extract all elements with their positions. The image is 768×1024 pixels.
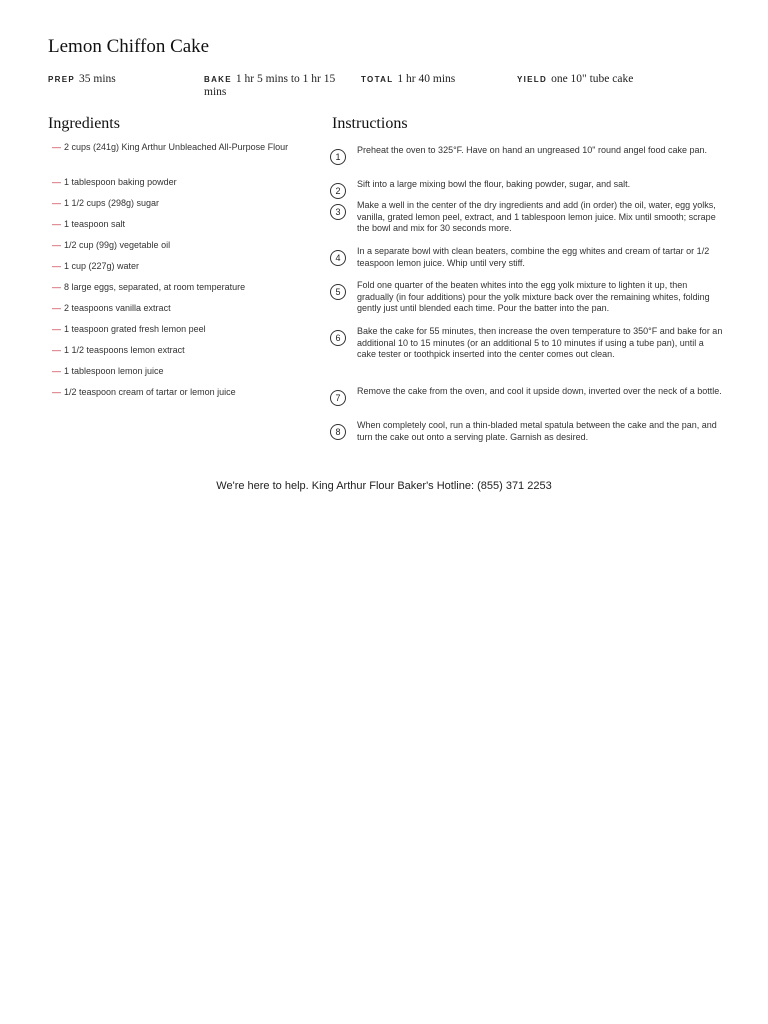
instructions-heading: Instructions [332, 115, 408, 132]
ingredient-text: 1 teaspoon grated fresh lemon peel [64, 324, 206, 334]
step-text: When completely cool, run a thin-bladed metal spatula between the cake and the pan, and turn the cake out onto a serving plate. Garnish as desired. [357, 420, 717, 442]
total-value: 1 hr 40 mins [397, 73, 456, 85]
ingredient-bullet: — [52, 345, 61, 355]
ingredient-item [52, 324, 302, 335]
ingredient-bullet: — [52, 324, 61, 334]
ingredient-item [52, 198, 302, 209]
prep-label: PREP [48, 75, 75, 84]
total-label: TOTAL [361, 75, 394, 84]
step-text: Make a well in the center of the dry ingredients and add (in order) the oil, water, egg yolks, vanilla, grated lemon peel, extract, and 1 tablespoon lemon juice. Mix until smooth; scrape the bowl and mix for 30 seconds more. [357, 200, 716, 233]
step-number-badge: 3 [330, 204, 346, 220]
bake-label: BAKE [204, 75, 232, 84]
yield-label: YIELD [517, 75, 548, 84]
step-text: Sift into a large mixing bowl the flour, baking powder, sugar, and salt. [357, 179, 631, 189]
ingredient-text: 1 1/2 teaspoons lemon extract [64, 345, 185, 355]
ingredient-bullet: — [52, 198, 61, 208]
prep-value: 35 mins [79, 73, 116, 85]
step-number-badge: 7 [330, 390, 346, 406]
ingredient-item [52, 366, 302, 377]
ingredient-text: 1/2 teaspoon cream of tartar or lemon juice [64, 387, 236, 397]
prep-time [48, 73, 116, 86]
yield-value: one 10" tube cake [551, 73, 634, 85]
step-number-badge: 1 [330, 149, 346, 165]
ingredient-bullet: — [52, 142, 61, 152]
ingredient-text: 1 cup (227g) water [64, 261, 140, 271]
step-number-badge: 8 [330, 424, 346, 440]
ingredient-text: 1 tablespoon lemon juice [64, 366, 164, 376]
ingredient-text: 2 cups (241g) King Arthur Unbleached All-Purpose Flour [64, 142, 289, 152]
ingredient-bullet: — [52, 240, 61, 250]
ingredient-bullet: — [52, 219, 61, 229]
ingredient-item [52, 261, 302, 272]
ingredient-bullet: — [52, 282, 61, 292]
ingredient-item [52, 387, 302, 398]
ingredient-text: 1 tablespoon baking powder [64, 177, 177, 187]
ingredient-text: 1/2 cup (99g) vegetable oil [64, 240, 171, 250]
recipe-yield [517, 73, 633, 86]
ingredient-item [52, 282, 302, 293]
ingredient-bullet: — [52, 303, 61, 313]
ingredient-bullet: — [52, 261, 61, 271]
ingredient-item [52, 240, 302, 251]
bake-time [204, 73, 339, 99]
ingredients-heading: Ingredients [48, 115, 120, 132]
ingredient-item [52, 142, 302, 153]
ingredient-text: 1 teaspoon salt [64, 219, 126, 229]
step-text: Fold one quarter of the beaten whites into the egg yolk mixture to lighten it up, then gradually (in four additions) pour the yolk mixture back over the remaining whites, folding gently just until blended each time. Pour the batter into the pan. [357, 280, 710, 313]
ingredient-item [52, 219, 302, 230]
ingredient-bullet: — [52, 366, 61, 376]
total-time [361, 73, 455, 86]
step-number-badge: 4 [330, 250, 346, 266]
bake-value: 1 hr 5 mins to 1 hr 15 mins [204, 73, 336, 98]
ingredient-text: 8 large eggs, separated, at room temperature [64, 282, 246, 292]
ingredient-item [52, 303, 302, 314]
step-text: Bake the cake for 55 minutes, then increase the oven temperature to 350°F and bake for an additional 10 to 15 minutes (or an additional 5 to 10 minutes if using a tube pan), until a cake tester or toothpick inserted into the center comes out clean. [357, 326, 723, 359]
bakers-hotline-footer: We're here to help. King Arthur Flour Baker's Hotline: (855) 371 2253 [216, 480, 552, 492]
ingredient-bullet: — [52, 177, 61, 187]
step-number-badge: 6 [330, 330, 346, 346]
ingredient-item [52, 177, 302, 188]
ingredient-bullet: — [52, 387, 61, 397]
ingredient-text: 1 1/2 cups (298g) sugar [64, 198, 160, 208]
ingredient-item [52, 345, 302, 356]
step-text: Preheat the oven to 325°F. Have on hand an ungreased 10" round angel food cake pan. [357, 145, 708, 155]
step-text: In a separate bowl with clean beaters, combine the egg whites and cream of tartar or 1/2 teaspoon lemon juice. Whip until very stiff. [357, 246, 710, 268]
step-number-badge: 5 [330, 284, 346, 300]
step-text: Remove the cake from the oven, and cool it upside down, inverted over the neck of a bottle. [357, 386, 722, 396]
recipe-title: Lemon Chiffon Cake [48, 36, 210, 57]
ingredient-text: 2 teaspoons vanilla extract [64, 303, 171, 313]
step-number-badge: 2 [330, 183, 346, 199]
